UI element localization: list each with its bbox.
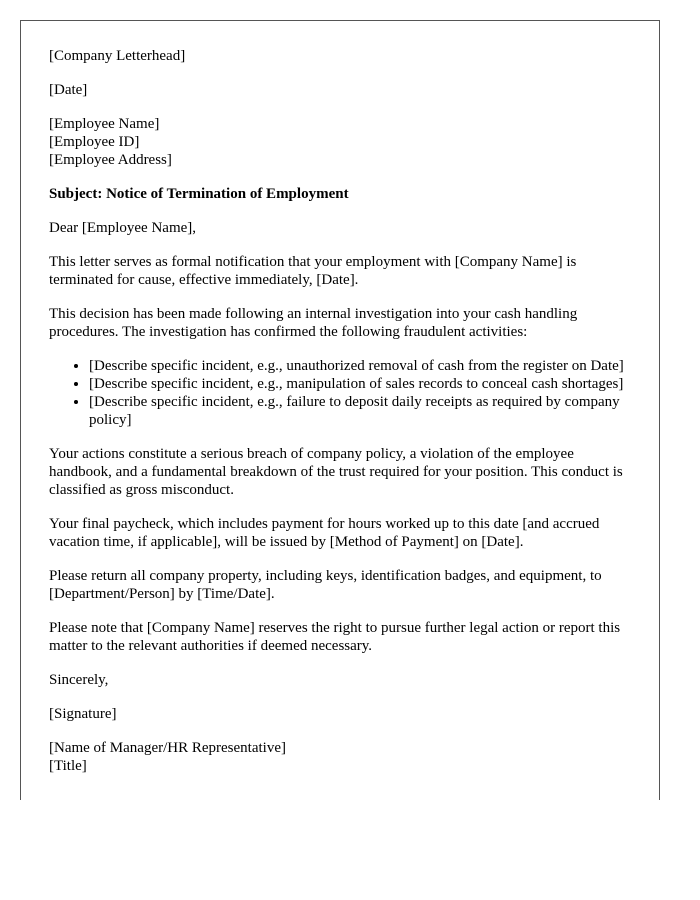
- incident-item: • [Describe specific incident, e.g., failure to deposit daily receipts as required by company policy]: [89, 393, 631, 429]
- paragraph-notification: This letter serves as formal notification that your employment with [Company Name] is terminated for cause, effective immediately, [Date].: [49, 254, 577, 288]
- signer-title: [Title]: [49, 758, 87, 774]
- incident-item: • [Describe specific incident, e.g., manipulation of sales records to conceal cash shortages]: [89, 375, 631, 393]
- paragraph-paycheck: Your final paycheck, which includes payment for hours worked up to this date [and accrued vacation time, if applicable], will be issued by [Method of Payment] on [Date].: [49, 516, 600, 550]
- recipient-block: [49, 115, 631, 169]
- incident-item: • [Describe specific incident, e.g., unauthorized removal of cash from the register on Date]: [89, 357, 631, 375]
- letter-subject: Subject: Notice of Termination of Employment: [49, 186, 349, 202]
- recipient-name: [Employee Name]: [49, 116, 160, 132]
- salutation: Dear [Employee Name],: [49, 220, 197, 236]
- letter-page: [20, 20, 660, 800]
- signer-name: [Name of Manager/HR Representative]: [49, 740, 286, 756]
- closing: Sincerely,: [49, 672, 109, 688]
- letter-body: [21, 21, 659, 775]
- paragraph-misconduct: Your actions constitute a serious breach of company policy, a violation of the employee handbook, and a fundamental breakdown of the trust required for your position. This conduct is classified as gross misconduct.: [49, 446, 623, 498]
- company-letterhead: [Company Letterhead]: [49, 48, 186, 64]
- recipient-address: [Employee Address]: [49, 152, 172, 168]
- paragraph-investigation: This decision has been made following an internal investigation into your cash handling procedures. The investigation has confirmed the following fraudulent activities:: [49, 306, 578, 340]
- letter-date: [Date]: [49, 82, 88, 98]
- recipient-id: [Employee ID]: [49, 134, 140, 150]
- paragraph-legal: Please note that [Company Name] reserves the right to pursue further legal action or report this matter to the relevant authorities if deemed necessary.: [49, 620, 621, 654]
- incident-list: [49, 357, 631, 429]
- signer-block: [49, 739, 631, 775]
- signature: [Signature]: [49, 706, 117, 722]
- paragraph-property: Please return all company property, including keys, identification badges, and equipment, to [Department/Person] by [Time/Date].: [49, 568, 602, 602]
